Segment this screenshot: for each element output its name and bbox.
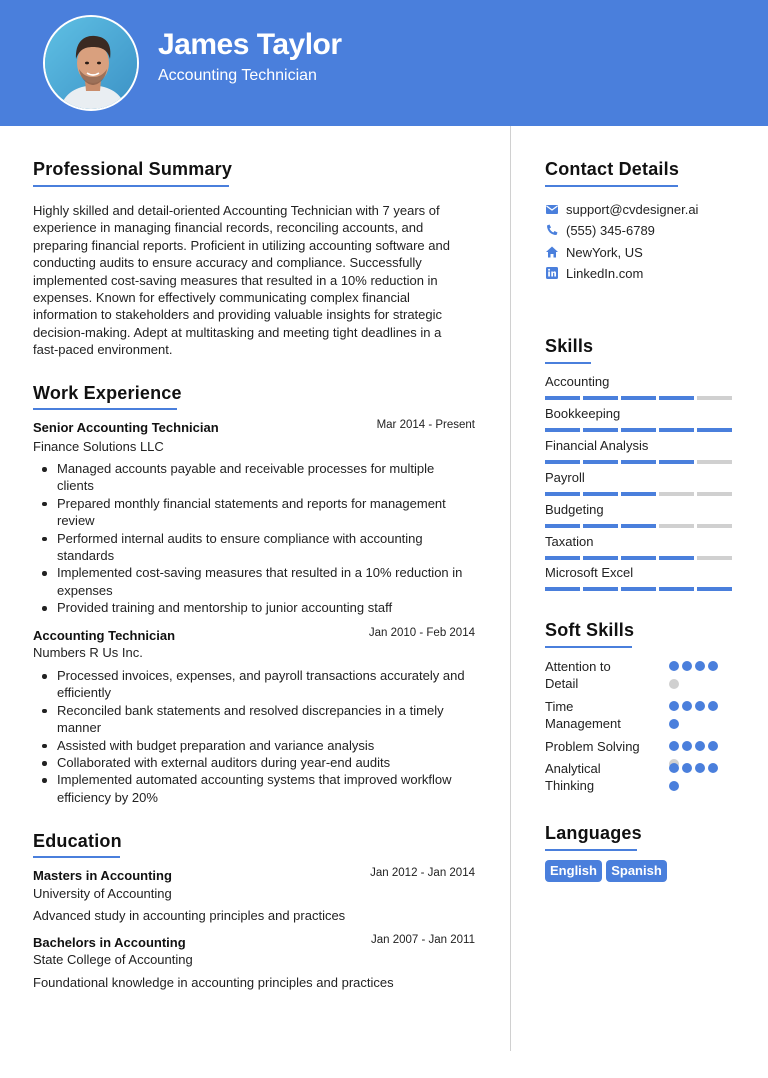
list-item: Reconciled bank statements and resolved discrepancies in a timely manner xyxy=(33,702,483,737)
rating-dot-filled xyxy=(695,701,705,711)
skill-name: Taxation xyxy=(545,533,594,549)
rating-dot-filled xyxy=(669,741,679,751)
column-divider xyxy=(510,126,511,1051)
candidate-name: James Taylor xyxy=(158,28,342,61)
soft-skill-name: Analytical Thinking xyxy=(545,761,601,794)
skill-segment-filled xyxy=(583,556,618,560)
job-bullets xyxy=(33,667,483,806)
skill-segment-filled xyxy=(621,396,656,400)
skill-segment-filled xyxy=(583,460,618,464)
rating-dot-filled xyxy=(682,741,692,751)
languages-heading: Languages xyxy=(545,823,642,843)
rating-dot-filled xyxy=(708,701,718,711)
header-banner xyxy=(0,0,768,126)
skill-segment-filled xyxy=(583,492,618,496)
contact-email-text: support@cvdesigner.ai xyxy=(566,202,699,217)
list-item: Provided training and mentorship to junior accounting staff xyxy=(33,599,483,616)
soft-skills-underline xyxy=(545,646,632,648)
summary-text: Highly skilled and detail-oriented Accounting Technician with 7 years of experience in managing financial records, reconciling accounts, and preparing financial reports. Proficient in utilizing accounting software and conducting audits to ensure accuracy and compliance. Successfully implemented cost-saving measures that resulted in a 10% reduction in expenses. Known for effectively communicating complex financial information to stakeholders and providing valuable insights for strategic decision-making. Adept at multitasking and meeting tight deadlines in a fast-paced environment. xyxy=(33,203,450,358)
avatar xyxy=(43,15,139,111)
candidate-title: Accounting Technician xyxy=(158,67,317,84)
skill-segment-filled xyxy=(697,428,732,432)
rating-dot-filled xyxy=(695,741,705,751)
skill-name: Budgeting xyxy=(545,501,604,517)
degree-title: Masters in Accounting xyxy=(33,868,172,883)
rating-dot-empty xyxy=(669,679,679,689)
skill-name: Accounting xyxy=(545,374,610,389)
skill-name: Bookkeeping xyxy=(545,405,621,421)
profile-photo xyxy=(45,17,139,111)
skill-segment-empty xyxy=(697,492,732,496)
skill-segment-empty xyxy=(697,556,732,560)
home-icon xyxy=(545,245,559,259)
skill-name: Payroll xyxy=(545,469,585,485)
rating-dot-filled xyxy=(682,763,692,773)
skill-segment-filled xyxy=(659,587,694,591)
rating-dot-filled xyxy=(708,741,718,751)
skill-name: Financial Analysis xyxy=(545,437,649,453)
rating-dot-filled xyxy=(669,763,679,773)
rating-dot-filled xyxy=(708,763,718,773)
school-name: University of Accounting xyxy=(33,886,172,901)
skill-segment-empty xyxy=(659,524,694,528)
job-bullets xyxy=(33,460,483,617)
work-underline xyxy=(33,408,177,410)
skill-segment-filled xyxy=(545,524,580,528)
skill-segment-filled xyxy=(621,556,656,560)
job-title: Senior Accounting Technician xyxy=(33,420,219,435)
skill-segment-filled xyxy=(545,587,580,591)
list-item: Managed accounts payable and receivable processes for multiple clients xyxy=(33,460,483,495)
skill-segment-filled xyxy=(621,492,656,496)
summary-heading: Professional Summary xyxy=(33,159,233,179)
language-badge: Spanish xyxy=(606,860,667,882)
rating-dot-filled xyxy=(695,661,705,671)
school-name: State College of Accounting xyxy=(33,952,193,967)
rating-dot-filled xyxy=(669,701,679,711)
work-heading: Work Experience xyxy=(33,383,182,403)
list-item: Processed invoices, expenses, and payroll transactions accurately and efficiently xyxy=(33,667,483,702)
contact-heading: Contact Details xyxy=(545,159,680,179)
language-badge: English xyxy=(545,860,602,882)
skills-heading: Skills xyxy=(545,336,594,356)
skill-segment-filled xyxy=(545,556,580,560)
list-item: Implemented cost-saving measures that resulted in a 10% reduction in expenses xyxy=(33,564,483,599)
education-date: Jan 2012 - Jan 2014 xyxy=(370,867,475,879)
skill-level-bar xyxy=(545,524,733,528)
contact-underline xyxy=(545,185,678,187)
contact-location-text: NewYork, US xyxy=(566,245,643,260)
rating-dot-filled xyxy=(669,661,679,671)
phone-icon xyxy=(545,223,559,237)
skill-segment-filled xyxy=(659,396,694,400)
list-item: Prepared monthly financial statements and reports for management review xyxy=(33,495,483,530)
contact-linkedin-text: LinkedIn.com xyxy=(566,266,644,281)
skill-segment-filled xyxy=(621,460,656,464)
education-date: Jan 2007 - Jan 2011 xyxy=(370,934,475,946)
contact-phone-text: (555) 345-6789 xyxy=(566,223,655,238)
soft-skill-name: Problem Solving xyxy=(545,739,640,754)
skill-level-bar xyxy=(545,428,733,432)
skill-level-bar xyxy=(545,396,733,400)
job-date: Jan 2010 - Feb 2014 xyxy=(368,627,475,639)
job-title: Accounting Technician xyxy=(33,628,176,643)
rating-dot-filled xyxy=(708,661,718,671)
degree-title: Bachelors in Accounting xyxy=(33,935,186,950)
rating-dot-filled xyxy=(669,719,679,729)
skill-segment-filled xyxy=(545,460,580,464)
soft-skill-name: Time Management xyxy=(545,699,621,732)
list-item: Assisted with budget preparation and variance analysis xyxy=(33,737,483,754)
rating-dot-filled xyxy=(682,661,692,671)
skill-segment-filled xyxy=(621,428,656,432)
languages-underline xyxy=(545,849,637,851)
skill-level-bar xyxy=(545,587,733,591)
skill-segment-filled xyxy=(583,396,618,400)
rating-dot-filled xyxy=(695,763,705,773)
rating-dot-filled xyxy=(669,781,679,791)
skill-segment-filled xyxy=(545,492,580,496)
summary-underline xyxy=(33,185,229,187)
envelope-icon xyxy=(545,202,559,216)
skill-segment-filled xyxy=(621,524,656,528)
skill-segment-filled xyxy=(621,587,656,591)
education-heading: Education xyxy=(33,831,122,851)
linkedin-icon xyxy=(545,266,559,280)
list-item: Performed internal audits to ensure compliance with accounting standards xyxy=(33,530,483,565)
skill-name: Microsoft Excel xyxy=(545,565,634,581)
soft-skills-heading: Soft Skills xyxy=(545,620,635,640)
skill-segment-empty xyxy=(697,460,732,464)
soft-skill-name: Attention to Detail xyxy=(545,659,611,692)
skill-segment-filled xyxy=(583,524,618,528)
job-company: Numbers R Us Inc. xyxy=(33,645,143,660)
job-company: Finance Solutions LLC xyxy=(33,439,164,454)
skill-segment-filled xyxy=(583,587,618,591)
skill-level-bar xyxy=(545,460,733,464)
job-date: Mar 2014 - Present xyxy=(376,419,475,431)
skill-segment-filled xyxy=(659,556,694,560)
skill-segment-filled xyxy=(545,428,580,432)
skill-segment-filled xyxy=(697,587,732,591)
education-description: Foundational knowledge in accounting principles and practices xyxy=(33,975,394,990)
skill-segment-filled xyxy=(583,428,618,432)
skill-segment-filled xyxy=(545,396,580,400)
skill-segment-empty xyxy=(697,524,732,528)
skill-segment-filled xyxy=(659,460,694,464)
skill-segment-empty xyxy=(697,396,732,400)
skill-level-bar xyxy=(545,492,733,496)
skills-underline xyxy=(545,362,591,364)
skill-level-bar xyxy=(545,556,733,560)
skill-segment-empty xyxy=(659,492,694,496)
rating-dot-filled xyxy=(682,701,692,711)
list-item: Collaborated with external auditors during year-end audits xyxy=(33,754,483,771)
education-underline xyxy=(33,856,120,858)
education-description: Advanced study in accounting principles and practices xyxy=(33,908,346,923)
list-item: Implemented automated accounting systems that improved workflow efficiency by 20% xyxy=(33,771,483,806)
skill-segment-filled xyxy=(659,428,694,432)
